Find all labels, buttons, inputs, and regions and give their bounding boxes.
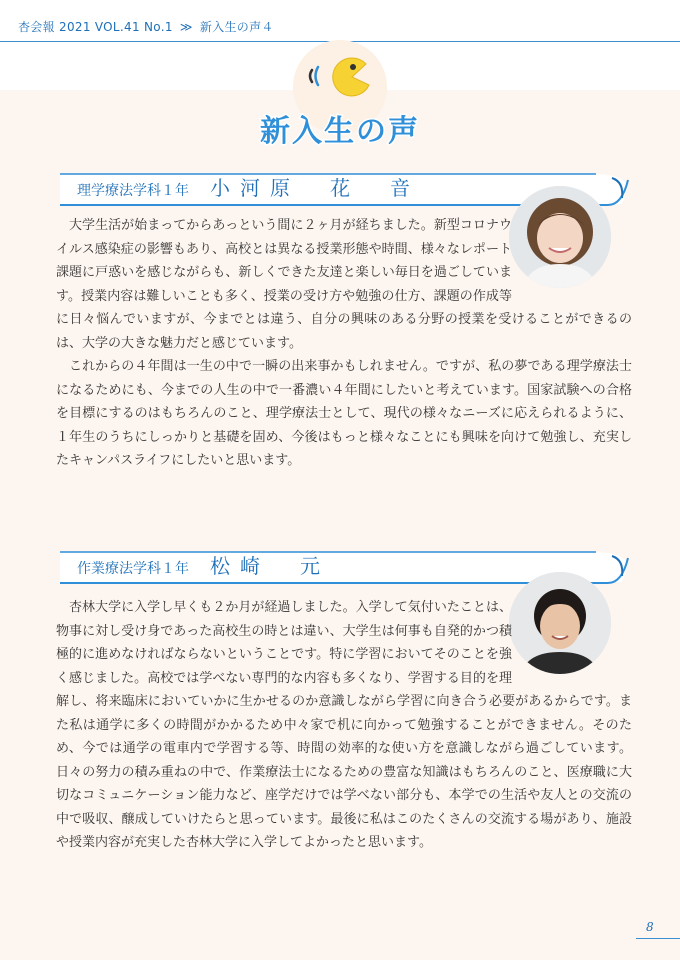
- section-label: 新入生の声４: [199, 20, 274, 34]
- student-1-paragraph-1: 大学生活が始まってからあっという間に２ヶ月が経ちました。新型コロナウイルス感染症の影響もあり、高校とは異なる授業形態や時間、様々なレポート課題に戸惑いを感じながらも、新しくできた友達と楽しい毎日を過ごしています。授業内容は難しいことも多く、授業の受け方や勉強の仕方、課題の作成等に日々悩んでいますが、今までとは違う、自分の興味のある分野の授業を受けることができるのは、大学の大きな魅力だと感じています。: [56, 218, 632, 351]
- student-1-paragraph-2: これからの４年間は一生の中で一瞬の出来事かもしれません。ですが、私の夢である理学療法士になるためにも、今までの人生の中で一番濃い４年間にしたいと考えています。国家試験への合格を目標にするのはもちろんのこと、理学療法士として、現代の様々なニーズに応えられるように、１年生のうちにしっかりと基礎を固め、今後はもっと様々なことにも興味を向けて勉強し、充実したキャンパスライフにしたいと思います。: [56, 359, 632, 468]
- student-1-name: 小河原 花 音: [210, 176, 420, 200]
- student-2-name: 松崎 元: [210, 554, 330, 578]
- student-1-essay: [56, 214, 632, 473]
- page-number-rule: [636, 938, 680, 939]
- student-2-department: 作業療法学科１年: [77, 561, 189, 577]
- page-number: 8: [646, 920, 654, 934]
- running-header: [18, 18, 274, 35]
- photo-wrap-spacer: [512, 214, 632, 308]
- publication-label: 杏会報 2021 VOL.41 No.1: [18, 20, 173, 34]
- photo-wrap-spacer: [512, 596, 632, 686]
- page-title: 新入生の声: [260, 114, 420, 149]
- header-separator: ≫: [179, 20, 193, 34]
- student-1-department: 理学療法学科１年: [77, 183, 189, 199]
- pacman-mascot-icon: [306, 52, 376, 102]
- student-2-essay: [56, 596, 632, 855]
- student-2-paragraph-1: 杏林大学に入学し早くも２か月が経過しました。入学して気付いたことは、物事に対し受け身であった高校生の時とは違い、大学生は何事も自発的かつ積極的に進めなければならないということです。特に学習においてそのことを強く感じました。高校では学べない専門的な内容も多くなり、学習する目的を理解し、将来臨床においていかに生かせるのか意識しながら学習に向き合う必要があるからです。また私は通学に多くの時間がかかるため中々家で机に向かって勉強することができません。そのため、今では通学の電車内で学習する等、時間の効率的な使い方を意識しながら過ごしています。日々の努力の積み重ねの中で、作業療法士になるための豊富な知識はもちろんのこと、医療職に大切なコミュニケーション能力など、座学だけでは学べない部分も、本学での生活や友人との交流の中で吸収、醸成していけたらと思っています。最後に私はこのたくさんの交流する場があり、施設や授業内容が充実した杏林大学に入学してよかったと思います。: [56, 600, 632, 850]
